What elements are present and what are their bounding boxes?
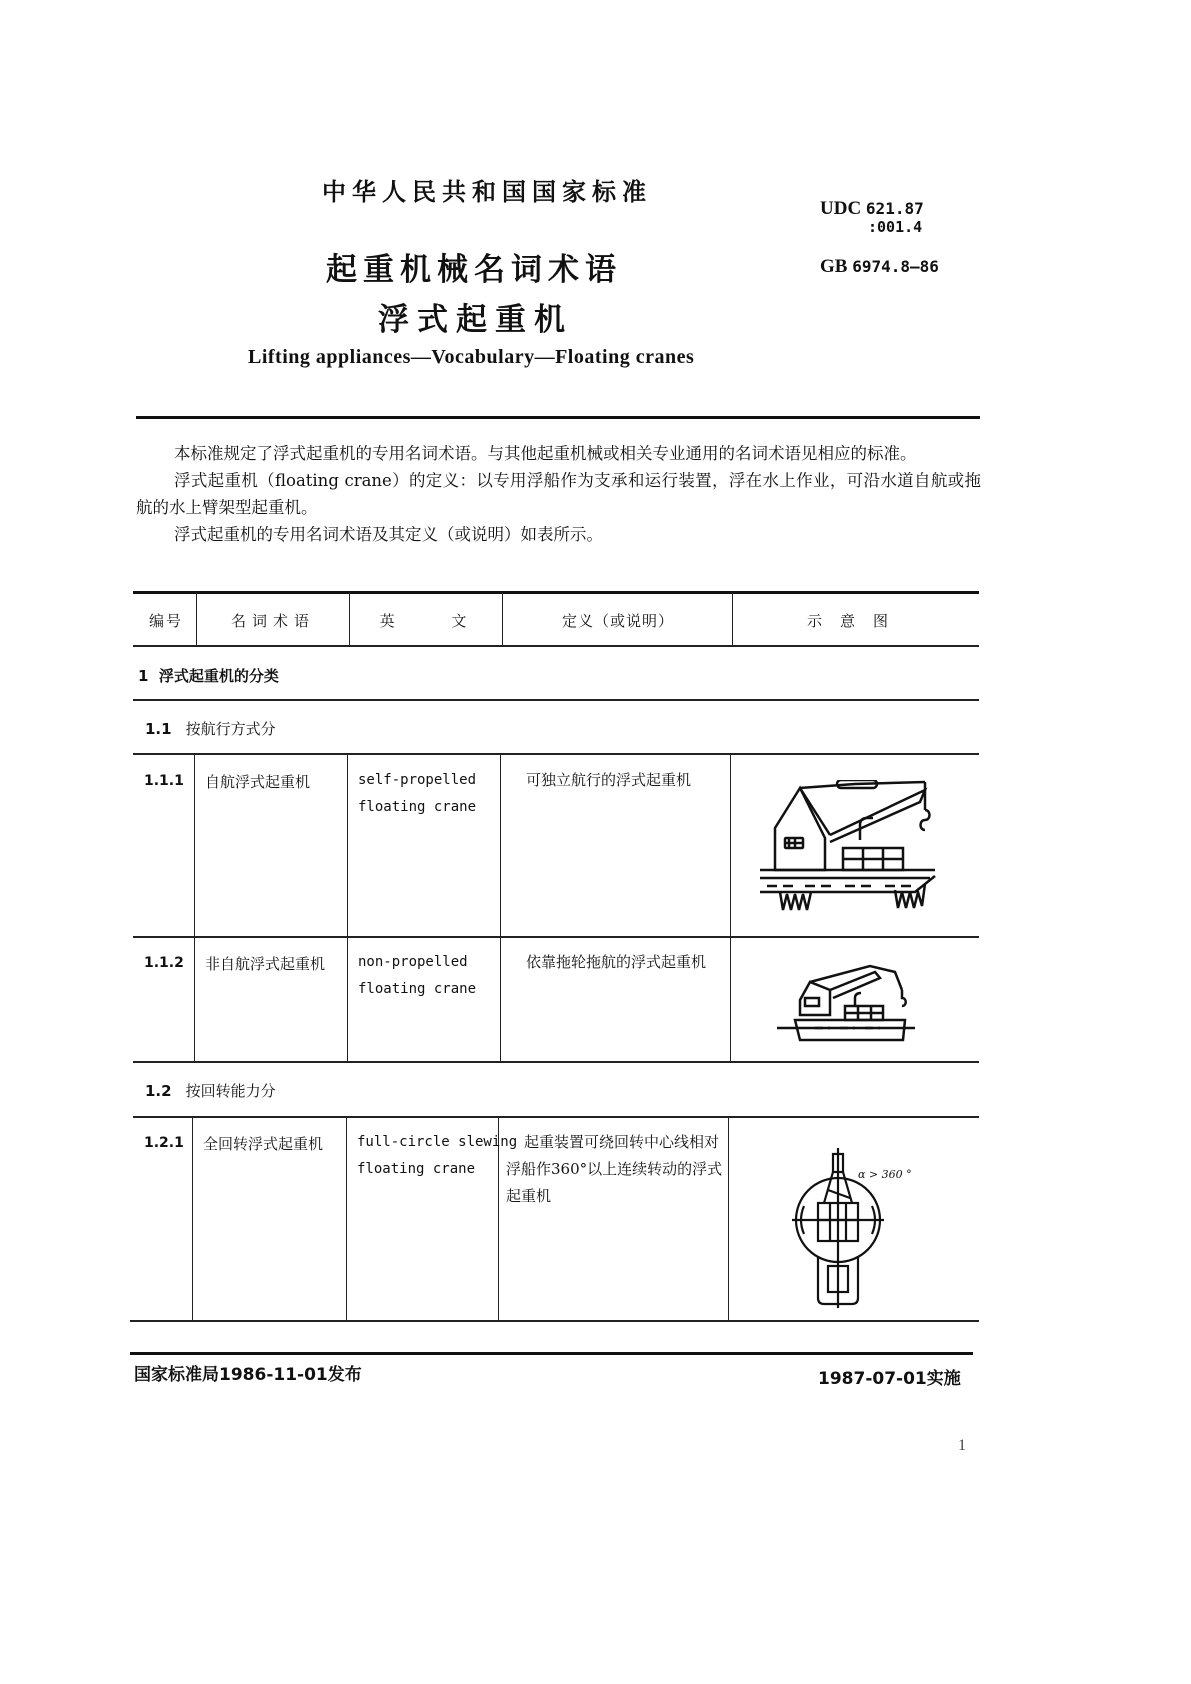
section-title: 浮式起重机的分类: [158, 667, 279, 685]
term-number: 1.1.2: [144, 955, 184, 971]
effective-date: 1987-07-01实施: [818, 1369, 961, 1389]
term-name: 自航浮式起重机: [205, 773, 311, 791]
row-rule: [133, 699, 979, 701]
gb-label: GB: [820, 256, 848, 277]
non-propelled-crane-diagram-icon: [775, 960, 925, 1050]
header-term: 名词术语: [230, 612, 315, 630]
english-line: floating crane: [358, 799, 477, 815]
udc-label: UDC: [820, 198, 862, 219]
section-number: 1.2: [145, 1082, 172, 1100]
col-divider: [194, 937, 195, 1061]
footer-divider: [130, 1352, 973, 1355]
term-name: 非自航浮式起重机: [205, 955, 326, 973]
udc-number-line2: :001.4: [868, 218, 923, 236]
term-english: [358, 949, 476, 1003]
term-definition: 可独立航行的浮式起重机: [526, 771, 692, 789]
english-title: Lifting appliances—Vocabulary—Floating cranes: [248, 346, 695, 368]
english-line: floating crane: [357, 1161, 476, 1177]
udc-number: 621.87: [865, 199, 924, 218]
header-diagram: 示意图: [806, 612, 906, 630]
header-number: 编号: [148, 612, 183, 630]
section-1-heading: [138, 665, 279, 686]
issue-date: 国家标准局1986-11-01发布: [134, 1365, 362, 1385]
english-line: self-propelled: [358, 772, 477, 788]
col-divider: [346, 1117, 347, 1320]
header-divider: [136, 416, 980, 419]
col-divider: [196, 592, 197, 646]
term-number: 1.2.1: [144, 1135, 184, 1151]
english-line: floating crane: [358, 981, 477, 997]
section-1-1-heading: [145, 718, 276, 739]
term-number: 1.1.1: [144, 773, 184, 789]
term-english: [357, 1129, 517, 1183]
col-divider: [347, 754, 348, 936]
col-divider: [500, 754, 501, 936]
section-title: 按回转能力分: [185, 1082, 276, 1100]
section-title: 按航行方式分: [185, 720, 276, 738]
english-line: full-circle slewing: [357, 1134, 518, 1150]
col-divider: [502, 592, 503, 646]
term-english: [358, 767, 476, 821]
introduction: [136, 440, 981, 548]
row-rule: [133, 936, 979, 938]
self-propelled-crane-diagram-icon: [755, 780, 940, 920]
col-divider: [347, 937, 348, 1061]
gb-number: 6974.8—86: [852, 257, 939, 276]
table-top-rule: [133, 591, 979, 594]
intro-paragraph-scope: 本标准规定了浮式起重机的专用名词术语。与其他起重机械或相关专业通用的名词术语见相应的标准。: [174, 444, 917, 463]
document-title: 起重机械名词术语: [326, 252, 622, 288]
col-divider: [730, 937, 731, 1061]
row-rule: [133, 1061, 979, 1063]
english-line: non-propelled: [358, 954, 468, 970]
udc-code: [820, 198, 924, 220]
row-rule: [133, 753, 979, 755]
page-number: 1: [958, 1437, 966, 1454]
document-subtitle: 浮式起重机: [378, 302, 573, 338]
table-bottom-rule: [130, 1320, 979, 1322]
col-divider: [192, 1117, 193, 1320]
col-divider: [730, 754, 731, 936]
header-definition: 定义（或说明）: [561, 612, 674, 630]
term-definition: 依靠拖轮拖航的浮式起重机: [526, 953, 707, 971]
table-header-bottom-rule: [133, 645, 979, 647]
row-rule: [133, 1116, 979, 1118]
term-definition: 起重装置可绕回转中心线相对浮船作360°以上连续转动的浮式起重机: [506, 1133, 723, 1205]
col-divider: [732, 592, 733, 646]
intro-paragraph-table-note: 浮式起重机的专用名词术语及其定义（或说明）如表所示。: [174, 525, 603, 544]
national-standard-heading: 中华人民共和国国家标准: [322, 178, 652, 206]
diagram-angle-label: α > 360 °: [858, 1168, 912, 1181]
term-name: 全回转浮式起重机: [203, 1135, 324, 1153]
intro-paragraph-definition: 浮式起重机（floating crane）的定义：以专用浮船作为支承和运行装置，浮在水上作业，可沿水道自航或拖航的水上臂架型起重机。: [136, 471, 981, 517]
col-divider: [728, 1117, 729, 1320]
section-number: 1.1: [145, 720, 172, 738]
gb-code: [820, 256, 939, 278]
section-number: 1: [138, 667, 149, 685]
col-divider: [349, 592, 350, 646]
header-english: 英 文: [379, 612, 473, 630]
section-1-2-heading: [145, 1080, 276, 1101]
col-divider: [500, 937, 501, 1061]
col-divider: [194, 754, 195, 936]
